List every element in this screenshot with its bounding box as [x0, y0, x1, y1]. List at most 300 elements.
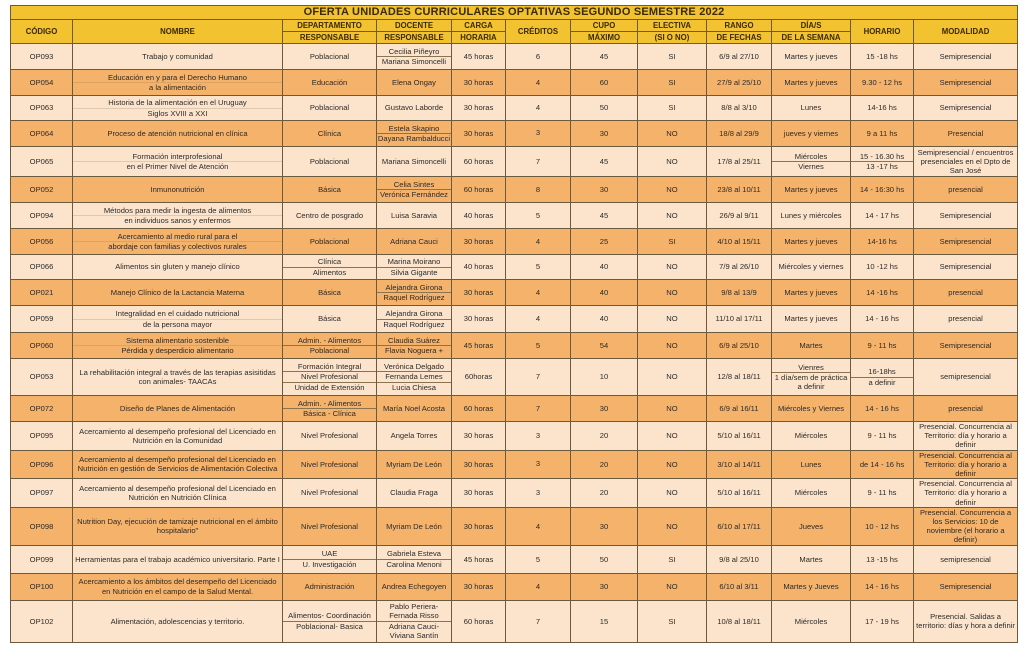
electiva-cell: SI	[638, 96, 707, 121]
docente-cell: María Noel Acosta	[377, 396, 452, 422]
electiva-cell: NO	[638, 450, 707, 479]
table-row	[11, 177, 1018, 203]
cupo-cell: 54	[571, 333, 638, 359]
docente-cell-stack	[377, 180, 451, 199]
creditos-cell: 5	[506, 545, 571, 573]
carga-cell: 45 horas	[452, 333, 506, 359]
departamento-cell: Básica	[283, 177, 377, 203]
docente-cell	[377, 306, 452, 333]
dias-cell: Miércoles	[772, 479, 851, 508]
nombre-cell: Diseño de Planes de Alimentación	[73, 396, 283, 422]
rango-cell: 6/9 al 16/11	[707, 396, 772, 422]
carga-cell: 30 horas	[452, 70, 506, 96]
creditos-cell: 5	[506, 255, 571, 280]
modalidad-cell: Semipresencial	[914, 203, 1018, 229]
horario-cell: 9 - 11 hs	[851, 333, 914, 359]
header-dias-sub: DE LA SEMANA	[772, 32, 851, 44]
carga-cell: 30 horas	[452, 450, 506, 479]
horario-cell: de 14 - 16 hs	[851, 450, 914, 479]
departamento-cell-stack	[283, 336, 376, 355]
departamento-cell-line: Poblacional- Basica	[283, 621, 376, 631]
table-row	[11, 422, 1018, 451]
horario-cell	[851, 147, 914, 177]
creditos-cell: 6	[506, 44, 571, 70]
nombre-cell: Acercamiento al desempeño profesional del Licenciado en Nutrición en gestión de Servicios de Alimentación Colectiva	[73, 450, 283, 479]
header-modalidad: MODALIDAD	[914, 20, 1018, 44]
modalidad-cell: Semipresencial	[914, 255, 1018, 280]
creditos-cell	[506, 121, 571, 147]
codigo-cell: OP100	[11, 573, 73, 600]
nombre-cell	[73, 333, 283, 359]
modalidad-cell: presencial	[914, 306, 1018, 333]
modalidad-cell: presencial	[914, 396, 1018, 422]
nombre-cell: Alimentos sin gluten y manejo clínico	[73, 255, 283, 280]
modalidad-cell: semipresencial	[914, 545, 1018, 573]
docente-cell	[377, 255, 452, 280]
departamento-cell	[283, 600, 377, 642]
modalidad-cell: Presencial. Concurrencia al Territorio: día y horario a definir	[914, 479, 1018, 508]
creditos-cell: 8	[506, 177, 571, 203]
cupo-cell: 30	[571, 396, 638, 422]
header-creditos: CRÉDITOS	[506, 20, 571, 44]
dias-cell: Miércoles	[772, 600, 851, 642]
nombre-cell: Alimentación, adolescencias y territorio.	[73, 600, 283, 642]
docente-cell-stack	[377, 257, 451, 276]
docente-cell: Andrea Echegoyen	[377, 573, 452, 600]
codigo-cell: OP054	[11, 70, 73, 96]
nombre-cell-line: Educación en y para el Derecho Humano	[108, 72, 247, 82]
header-rango-sub: DE FECHAS	[707, 32, 772, 44]
docente-cell-stack	[377, 124, 451, 143]
table-row	[11, 203, 1018, 229]
docente-cell-line: Marina Moirano	[387, 257, 441, 267]
horario-cell: 14-16 hs	[851, 229, 914, 255]
docente-cell: Adriana Cauci	[377, 229, 452, 255]
dias-cell: Martes y jueves	[772, 177, 851, 203]
carga-cell: 40 horas	[452, 255, 506, 280]
rango-cell: 10/8 al 18/11	[707, 600, 772, 642]
dias-cell-stack	[772, 363, 850, 392]
nombre-cell-stack	[73, 232, 282, 251]
rango-cell: 23/8 al 10/11	[707, 177, 772, 203]
docente-cell	[377, 600, 452, 642]
header-docente-sub: RESPONSABLE	[377, 32, 452, 44]
dias-cell: Miércoles	[772, 422, 851, 451]
docente-cell	[377, 121, 452, 147]
header-carga-sub: HORARIA	[452, 32, 506, 44]
nombre-cell	[73, 70, 283, 96]
nombre-cell	[73, 96, 283, 121]
horario-cell: 14 - 17 hs	[851, 203, 914, 229]
cupo-cell: 10	[571, 359, 638, 396]
horario-cell: 14 -16 hs	[851, 280, 914, 306]
cupo-cell: 20	[571, 479, 638, 508]
codigo-cell: OP072	[11, 396, 73, 422]
dias-cell	[772, 359, 851, 396]
docente-cell: Mariana Simoncelli	[377, 147, 452, 177]
departamento-cell-stack	[283, 362, 376, 392]
table-row	[11, 333, 1018, 359]
nombre-cell-line: Acercamiento al medio rural para el	[117, 231, 238, 241]
creditos-cell: 7	[506, 396, 571, 422]
dias-cell: Lunes	[772, 96, 851, 121]
nombre-cell-line: en individuos sanos y enfermos	[73, 215, 282, 225]
cupo-cell: 40	[571, 280, 638, 306]
docente-cell: Gustavo Laborde	[377, 96, 452, 121]
codigo-cell: OP095	[11, 422, 73, 451]
cupo-cell: 45	[571, 147, 638, 177]
departamento-cell: Básica	[283, 280, 377, 306]
electiva-cell: NO	[638, 203, 707, 229]
rango-cell: 6/9 al 25/10	[707, 333, 772, 359]
carga-cell: 40 horas	[452, 203, 506, 229]
departamento-cell-line: Admin. - Alimentos	[297, 398, 362, 408]
header-rango: RANGO	[707, 20, 772, 32]
departamento-cell: Poblacional	[283, 147, 377, 177]
horario-cell: 9 a 11 hs	[851, 121, 914, 147]
docente-cell: Myriam De León	[377, 450, 452, 479]
codigo-cell: OP063	[11, 96, 73, 121]
codigo-cell: OP099	[11, 545, 73, 573]
codigo-cell: OP059	[11, 306, 73, 333]
departamento-cell-line: UAE	[321, 549, 338, 559]
docente-cell-line: Alejandra Girona	[385, 282, 443, 292]
carga-cell: 60 horas	[452, 600, 506, 642]
codigo-cell: OP066	[11, 255, 73, 280]
table-title: OFERTA UNIDADES CURRICULARES OPTATIVAS SEGUNDO SEMESTRE 2022	[11, 6, 1018, 20]
docente-cell-stack	[377, 362, 451, 392]
horario-cell: 14 - 16:30 hs	[851, 177, 914, 203]
departamento-cell-line: Básica - Clínica	[283, 408, 376, 418]
rango-cell: 18/8 al 29/9	[707, 121, 772, 147]
docente-cell-stack	[377, 283, 451, 302]
horario-cell-line: 13 -17 hs	[851, 161, 913, 171]
departamento-cell: Nivel Profesional	[283, 479, 377, 508]
table-row	[11, 545, 1018, 573]
rango-cell: 7/9 al 26/10	[707, 255, 772, 280]
cupo-cell: 40	[571, 255, 638, 280]
nombre-cell-line: abordaje con familias y colectivos rurales	[73, 241, 282, 251]
docente-cell-line: Raquel Rodríguez	[377, 319, 451, 329]
creditos-cell: 4	[506, 229, 571, 255]
cupo-cell: 50	[571, 96, 638, 121]
nombre-cell: Proceso de atención nutricional en clínica	[73, 121, 283, 147]
nombre-cell-line: Formación interprofesional	[132, 151, 223, 161]
electiva-cell: NO	[638, 359, 707, 396]
cupo-cell: 40	[571, 306, 638, 333]
docente-cell-stack	[377, 47, 451, 66]
nombre-cell: Herramientas para el trabajo académico universitario. Parte I	[73, 545, 283, 573]
horario-cell: 9.30 - 12 hs	[851, 70, 914, 96]
rango-cell: 11/10 al 17/11	[707, 306, 772, 333]
courses-body	[11, 44, 1018, 643]
cupo-cell: 50	[571, 545, 638, 573]
departamento-cell: Centro de posgrado	[283, 203, 377, 229]
docente-cell-line: Cecilia Piñeyro	[388, 46, 440, 56]
departamento-cell: Educación	[283, 70, 377, 96]
carga-cell: 60 horas	[452, 147, 506, 177]
dias-cell-line: Vienres	[798, 362, 824, 372]
modalidad-cell: Presencial. Salidas a territorio: días y hora a definir	[914, 600, 1018, 642]
departamento-cell-line: Alimentos	[283, 267, 376, 277]
rango-cell: 6/9 al 27/10	[707, 44, 772, 70]
modalidad-cell: Semipresencial	[914, 96, 1018, 121]
codigo-cell: OP094	[11, 203, 73, 229]
dias-cell-line: Miércoles	[794, 151, 828, 161]
creditos-cell: 5	[506, 333, 571, 359]
docente-cell-line: Adriana Cauci- Viviana Santín	[377, 621, 451, 640]
departamento-cell	[283, 545, 377, 573]
rango-cell: 3/10 al 14/11	[707, 450, 772, 479]
departamento-cell-line: Clínica	[317, 257, 342, 267]
departamento-cell-stack	[283, 549, 376, 568]
creditos-cell	[506, 450, 571, 479]
docente-cell-line: Mariana Simoncelli	[377, 56, 451, 66]
rango-cell: 26/9 al 9/11	[707, 203, 772, 229]
table-row	[11, 96, 1018, 121]
cupo-cell: 30	[571, 121, 638, 147]
creditos-cell: 4	[506, 573, 571, 600]
nombre-cell-line: Siglos XVIII a XXI	[73, 108, 282, 118]
header-docente: DOCENTE	[377, 20, 452, 32]
docente-cell-line: Pablo Periera- Fernada Risso	[389, 602, 439, 621]
table-row	[11, 479, 1018, 508]
table-row	[11, 255, 1018, 280]
carga-cell: 30 horas	[452, 280, 506, 306]
rango-cell: 5/10 al 16/11	[707, 422, 772, 451]
header-codigo: CÓDIGO	[11, 20, 73, 44]
nombre-cell-stack	[73, 152, 282, 171]
departamento-cell-line: Poblacional	[283, 345, 376, 355]
departamento-cell	[283, 255, 377, 280]
carga-cell: 30 horas	[452, 573, 506, 600]
dias-cell: Jueves	[772, 507, 851, 545]
horario-cell: 14 - 16 hs	[851, 573, 914, 600]
nombre-cell-line: Métodos para medir la ingesta de alimentos	[103, 205, 252, 215]
electiva-cell: NO	[638, 479, 707, 508]
docente-cell: Angela Torres	[377, 422, 452, 451]
horario-cell: 14 - 16 hs	[851, 396, 914, 422]
table-row	[11, 147, 1018, 177]
electiva-cell: SI	[638, 600, 707, 642]
horario-cell-line: 16-18hs	[868, 367, 896, 377]
horario-cell: 14-16 hs	[851, 96, 914, 121]
docente-cell-line: Verónica Fernández	[377, 189, 451, 199]
nombre-cell-stack	[73, 73, 282, 92]
nombre-cell	[73, 147, 283, 177]
nombre-cell: Acercamiento al desempeño profesional del Licenciado en Nutrición en la Comunidad	[73, 422, 283, 451]
dias-cell: Martes y jueves	[772, 306, 851, 333]
creditos-cell: 7	[506, 359, 571, 396]
codigo-cell: OP064	[11, 121, 73, 147]
electiva-cell: NO	[638, 121, 707, 147]
dias-cell: Lunes	[772, 450, 851, 479]
table-row	[11, 396, 1018, 422]
dias-cell: Martes y jueves	[772, 280, 851, 306]
creditos-cell: 4	[506, 507, 571, 545]
header-electiva-sub: (SI O NO)	[638, 32, 707, 44]
header-horario: HORARIO	[851, 20, 914, 44]
dias-cell: Martes y jueves	[772, 44, 851, 70]
electiva-cell: NO	[638, 177, 707, 203]
header-departamento-sub: RESPONSABLE	[283, 32, 377, 44]
modalidad-cell: presencial	[914, 280, 1018, 306]
departamento-cell	[283, 396, 377, 422]
departamento-cell: Nivel Profesional	[283, 422, 377, 451]
creditos-value: 4	[535, 313, 541, 323]
electiva-cell: SI	[638, 545, 707, 573]
docente-cell-line: Flavia Noguera +	[377, 345, 451, 355]
nombre-cell-stack	[73, 309, 282, 328]
cupo-cell: 30	[571, 507, 638, 545]
horario-cell: 10 -12 hs	[851, 255, 914, 280]
electiva-cell: SI	[638, 229, 707, 255]
horario-cell-stack	[851, 367, 913, 386]
rango-cell: 5/10 al 16/11	[707, 479, 772, 508]
codigo-cell: OP102	[11, 600, 73, 642]
departamento-cell	[283, 359, 377, 396]
creditos-cell: 5	[506, 203, 571, 229]
electiva-cell: NO	[638, 306, 707, 333]
electiva-cell: NO	[638, 507, 707, 545]
rango-cell: 9/8 al 25/10	[707, 545, 772, 573]
nombre-cell: Acercamiento al desempeño profesional del Licenciado en Nutrición en Nutrición Clínica	[73, 479, 283, 508]
nombre-cell-line: Pérdida y desperdicio alimentario	[73, 345, 282, 355]
dias-cell: Martes	[772, 545, 851, 573]
cupo-cell: 30	[571, 177, 638, 203]
header-cupo: CUPO	[571, 20, 638, 32]
modalidad-cell: Presencial. Concurrencia al Territorio: día y horario a definir	[914, 450, 1018, 479]
creditos-value: 3	[535, 487, 541, 497]
carga-cell: 30 horas	[452, 96, 506, 121]
modalidad-cell: Semipresencial	[914, 44, 1018, 70]
horario-cell: 9 - 11 hs	[851, 479, 914, 508]
creditos-cell	[506, 306, 571, 333]
electiva-cell: SI	[638, 70, 707, 96]
nombre-cell	[73, 229, 283, 255]
header-dias: DÍA/S	[772, 20, 851, 32]
docente-cell: Claudia Fraga	[377, 479, 452, 508]
cupo-cell: 45	[571, 203, 638, 229]
horario-cell-line: a definir	[851, 377, 913, 387]
docente-cell	[377, 280, 452, 306]
dias-cell: Miércoles y viernes	[772, 255, 851, 280]
departamento-cell	[283, 333, 377, 359]
nombre-cell: Inmunonutrición	[73, 177, 283, 203]
nombre-cell-line: en el Primer Nivel de Atención	[73, 161, 282, 171]
header-cupo-sub: MÁXIMO	[571, 32, 638, 44]
modalidad-cell: Semipresencial	[914, 333, 1018, 359]
departamento-cell-line: Admin. - Alimentos	[297, 335, 362, 345]
docente-cell-stack	[377, 549, 451, 568]
carga-cell: 30 horas	[452, 306, 506, 333]
rango-cell: 9/8 al 13/9	[707, 280, 772, 306]
rango-cell: 8/8 al 3/10	[707, 96, 772, 121]
cupo-cell: 15	[571, 600, 638, 642]
carga-cell: 30 horas	[452, 422, 506, 451]
departamento-cell-stack	[283, 257, 376, 276]
modalidad-cell: Semipresencial	[914, 573, 1018, 600]
courses-table	[10, 5, 1018, 643]
nombre-cell: Nutrition Day, ejecución de tamizaje nutricional en el ámbito hospitalario"	[73, 507, 283, 545]
docente-cell-line: Celia Sintes	[393, 179, 435, 189]
dias-cell-stack	[772, 152, 850, 171]
carga-cell: 60horas	[452, 359, 506, 396]
carga-cell: 30 horas	[452, 479, 506, 508]
dias-cell-line: Viernes	[772, 161, 850, 171]
docente-cell: Elena Ongay	[377, 70, 452, 96]
docente-cell-line: Gabriela Esteva	[386, 549, 442, 559]
header-departamento: DEPARTAMENTO	[283, 20, 377, 32]
creditos-cell	[506, 479, 571, 508]
modalidad-cell: Presencial	[914, 121, 1018, 147]
header-electiva: ELECTIVA	[638, 20, 707, 32]
header-nombre: NOMBRE	[73, 20, 283, 44]
departamento-cell: Nivel Profesional	[283, 450, 377, 479]
horario-cell-line: 15 - 16.30 hs	[859, 151, 905, 161]
creditos-value: 3	[535, 128, 541, 138]
nombre-cell-stack	[73, 206, 282, 225]
departamento-cell: Poblacional	[283, 44, 377, 70]
codigo-cell: OP052	[11, 177, 73, 203]
docente-cell-line: Claudia Suárez	[388, 335, 440, 345]
electiva-cell: NO	[638, 396, 707, 422]
docente-cell	[377, 44, 452, 70]
horario-cell	[851, 359, 914, 396]
docente-cell-line: Estela Skapino	[388, 123, 440, 133]
nombre-cell-line: de la persona mayor	[73, 319, 282, 329]
docente-cell	[377, 359, 452, 396]
docente-cell: Luisa Saravia	[377, 203, 452, 229]
carga-cell: 30 horas	[452, 507, 506, 545]
electiva-cell: NO	[638, 333, 707, 359]
horario-cell: 10 - 12 hs	[851, 507, 914, 545]
table-row	[11, 229, 1018, 255]
codigo-cell: OP065	[11, 147, 73, 177]
departamento-cell: Administración	[283, 573, 377, 600]
table-row	[11, 359, 1018, 396]
departamento-cell-line: Unidad de Extensión	[283, 382, 376, 392]
table-row	[11, 600, 1018, 642]
codigo-cell: OP098	[11, 507, 73, 545]
dias-cell	[772, 147, 851, 177]
dias-cell-line: 1 día/sem de práctica a definir	[772, 372, 850, 391]
horario-cell: 17 - 19 hs	[851, 600, 914, 642]
docente-cell	[377, 177, 452, 203]
docente-cell-line: Alejandra Girona	[385, 309, 443, 319]
horario-cell: 14 - 16 hs	[851, 306, 914, 333]
electiva-cell: SI	[638, 44, 707, 70]
table-row	[11, 573, 1018, 600]
docente-cell-line: Carolina Menoni	[377, 559, 451, 569]
modalidad-cell: Semipresencial / encuentros presenciales en el Dpto de San José	[914, 147, 1018, 177]
nombre-cell-line: Historia de la alimentación en el Uruguay	[108, 98, 247, 108]
departamento-cell: Básica	[283, 306, 377, 333]
carga-cell: 60 horas	[452, 177, 506, 203]
departamento-cell: Poblacional	[283, 96, 377, 121]
docente-cell-line: Silvia Gigante	[377, 267, 451, 277]
horario-cell: 13 -15 hs	[851, 545, 914, 573]
cupo-cell: 25	[571, 229, 638, 255]
cupo-cell: 20	[571, 422, 638, 451]
codigo-cell: OP097	[11, 479, 73, 508]
docente-cell-stack	[377, 309, 451, 328]
nombre-cell: Acercamiento a los ámbitos del desempeño del Licenciado en Nutrición en el campo de la Salud Mental.	[73, 573, 283, 600]
departamento-cell-line: Formación Integral	[297, 362, 362, 372]
codigo-cell: OP053	[11, 359, 73, 396]
dias-cell: Martes y jueves	[772, 70, 851, 96]
departamento-cell-stack	[283, 399, 376, 418]
